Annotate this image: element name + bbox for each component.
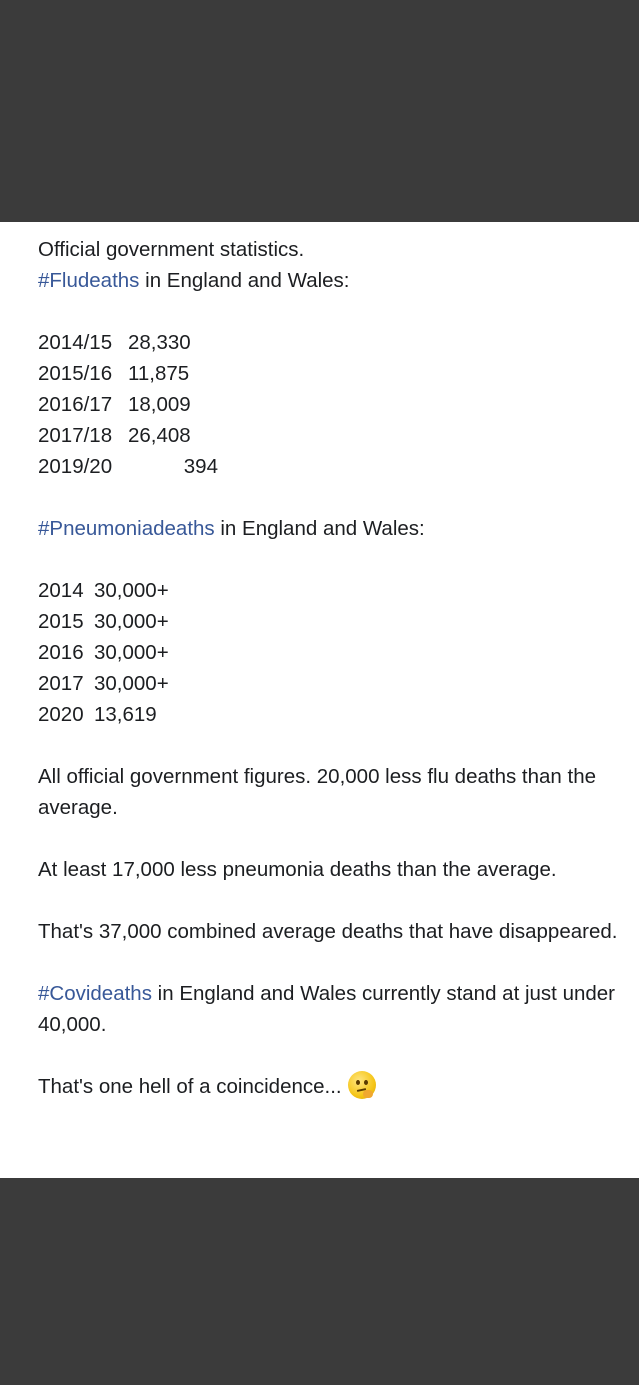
pneumonia-value: 13,619 xyxy=(94,703,157,726)
flu-heading-suffix: in England and Wales: xyxy=(139,269,350,292)
spacer xyxy=(38,544,621,575)
pneumonia-year: 2016 xyxy=(38,641,84,664)
flu-value: 28,330 xyxy=(128,331,191,354)
pneumonia-deaths-row xyxy=(38,606,621,637)
flu-deaths-list xyxy=(38,327,621,482)
flu-deaths-row xyxy=(38,420,621,451)
spacer xyxy=(38,1040,621,1071)
paragraph-covid xyxy=(38,978,621,1040)
flu-heading xyxy=(38,265,621,296)
pneumonia-deaths-row xyxy=(38,699,621,730)
pneumonia-year: 2015 xyxy=(38,610,84,633)
flu-value: 18,009 xyxy=(128,393,191,416)
paragraph-combined: That's 37,000 combined average deaths that have disappeared. xyxy=(38,920,618,943)
flu-value: 394 xyxy=(183,455,218,478)
closing-text: That's one hell of a coincidence... xyxy=(38,1075,342,1098)
spacer xyxy=(38,885,621,916)
flu-period: 2015/16 xyxy=(38,362,113,385)
flu-deaths-row xyxy=(38,358,621,389)
spacer xyxy=(38,482,621,513)
paragraph-flu-summary: All official government figures. 20,000 less flu deaths than the average. xyxy=(38,765,597,819)
pneumonia-value: 30,000+ xyxy=(94,672,169,695)
hashtag-covideaths[interactable]: #Covideaths xyxy=(38,982,152,1005)
flu-period: 2017/18 xyxy=(38,424,113,447)
pneumonia-deaths-list xyxy=(38,575,621,730)
paragraph-pneumonia-summary: At least 17,000 less pneumonia deaths than the average. xyxy=(38,858,557,881)
bottom-dark-bar xyxy=(0,1178,639,1385)
intro-line: Official government statistics. xyxy=(38,238,305,261)
flu-deaths-row xyxy=(38,327,621,358)
pneumonia-value: 30,000+ xyxy=(94,641,169,664)
hashtag-pneumoniadeaths[interactable]: #Pneumoniadeaths xyxy=(38,517,215,540)
pneumonia-heading xyxy=(38,513,621,544)
spacer xyxy=(38,947,621,978)
pneumonia-year: 2014 xyxy=(38,579,84,602)
closing-line xyxy=(38,1071,621,1102)
pneumonia-deaths-row xyxy=(38,575,621,606)
hashtag-fludeaths[interactable]: #Fludeaths xyxy=(38,269,140,292)
flu-deaths-row xyxy=(38,451,621,482)
pneumonia-year: 2020 xyxy=(38,703,84,726)
top-dark-bar xyxy=(0,0,639,222)
spacer xyxy=(38,730,621,761)
spacer xyxy=(38,296,621,327)
flu-period: 2019/20 xyxy=(38,455,113,478)
post-card xyxy=(0,222,639,1178)
flu-value: 26,408 xyxy=(128,424,191,447)
flu-period: 2014/15 xyxy=(38,331,113,354)
pneumonia-value: 30,000+ xyxy=(94,610,169,633)
flu-period: 2016/17 xyxy=(38,393,113,416)
thinking-face-icon xyxy=(348,1071,376,1099)
covid-suffix: in England and Wales currently stand at just under 40,000. xyxy=(38,982,616,1036)
spacer xyxy=(38,823,621,854)
pneumonia-deaths-row xyxy=(38,668,621,699)
pneumonia-deaths-row xyxy=(38,637,621,668)
flu-value: 11,875 xyxy=(128,362,190,385)
flu-deaths-row xyxy=(38,389,621,420)
pneumonia-value: 30,000+ xyxy=(94,579,169,602)
pneumonia-heading-suffix: in England and Wales: xyxy=(214,517,425,540)
pneumonia-year: 2017 xyxy=(38,672,84,695)
